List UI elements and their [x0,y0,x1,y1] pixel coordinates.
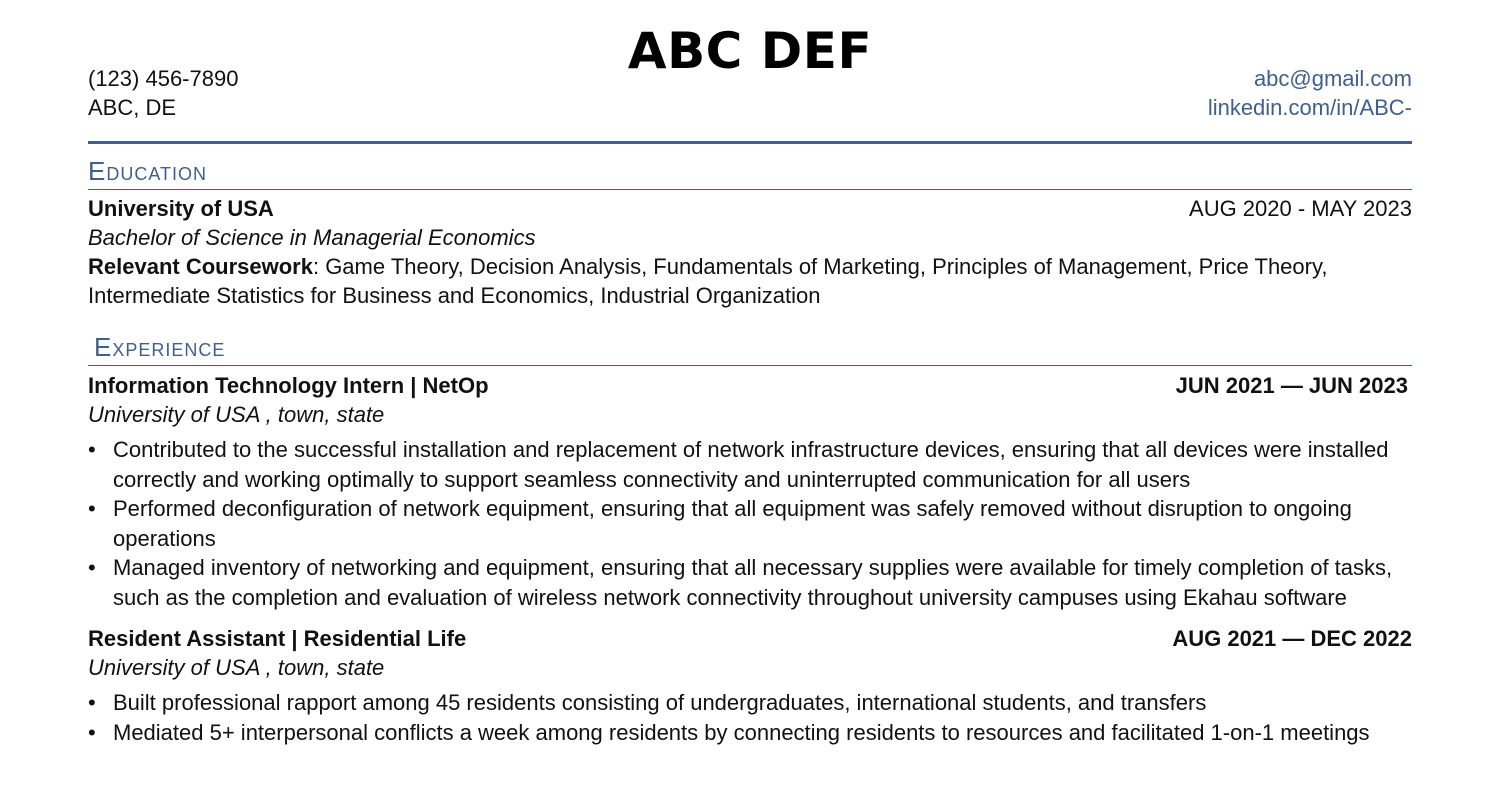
contact-right [1208,64,1412,122]
education-heading: Education [88,156,1412,190]
experience-section [88,332,1412,747]
bullet-icon: • [88,496,96,521]
bullet-item: • Performed deconfiguration of network equipment, ensuring that all equipment was safely removed without disruption to ongoing operations [88,496,1352,551]
job-entry [88,371,1412,612]
job-location: University of USA , town, state [88,402,385,427]
bullet-icon: • [88,437,96,462]
experience-heading: Experience [88,332,1412,366]
job-entry [88,624,1412,747]
bullet-item: • Managed inventory of networking and equipment, ensuring that all necessary supplies were available for timely completion of tasks, such as the completion and evaluation of wireless network connectivity throughout university campuses using Ekahau software [88,555,1393,610]
resume-header [88,0,1412,145]
job-title: Resident Assistant | Residential Life [88,626,467,651]
education-dates: AUG 2020 - MAY 2023 [1189,196,1412,221]
job-dates: AUG 2021 — DEC 2022 [1172,626,1412,651]
linkedin-link[interactable]: linkedin.com/in/ABC- [1207,95,1412,120]
contact-left [88,64,238,122]
phone-number: (123) 456-7890 [88,66,239,91]
header-divider [88,141,1412,144]
bullet-icon: • [88,719,96,745]
education-section [88,156,1412,310]
coursework-label: Relevant Coursework [88,254,313,279]
coursework-list: : Game Theory, Decision Analysis, Fundamentals of Marketing, Principles of Management, Price Theory, Intermediate Statistics for Business and Economics, Industrial Organization [88,254,1328,308]
email-link[interactable]: abc@gmail.com [1253,66,1412,91]
job-bullets [88,688,1412,747]
bullet-item: • Mediated 5+ interpersonal conflicts a week among residents by connecting residents to resources and facilitated 1-on-1 meetings [88,718,1412,748]
resume-page [88,0,1412,785]
degree: Bachelor of Science in Managerial Economics [88,225,536,250]
bullet-icon: • [88,690,96,715]
bullet-icon: • [88,555,96,580]
job-title: Information Technology Intern | NetOp [88,373,489,398]
job-location: University of USA , town, state [88,655,385,680]
bullet-item: • Contributed to the successful installation and replacement of network infrastructure devices, ensuring that all devices were installed correctly and working optimally to support seamless connectivity and uninterrupted communication for all users [88,437,1389,492]
location: ABC, DE [88,95,177,120]
coursework [88,252,1412,310]
candidate-name: ABC DEF [627,22,873,80]
job-bullets [88,435,1412,612]
job-dates: JUN 2021 — JUN 2023 [1175,373,1408,398]
education-entry [88,194,1412,310]
bullet-item: • Built professional rapport among 45 residents consisting of undergraduates, international students, and transfers [88,688,1412,718]
school-name: University of USA [88,196,274,221]
